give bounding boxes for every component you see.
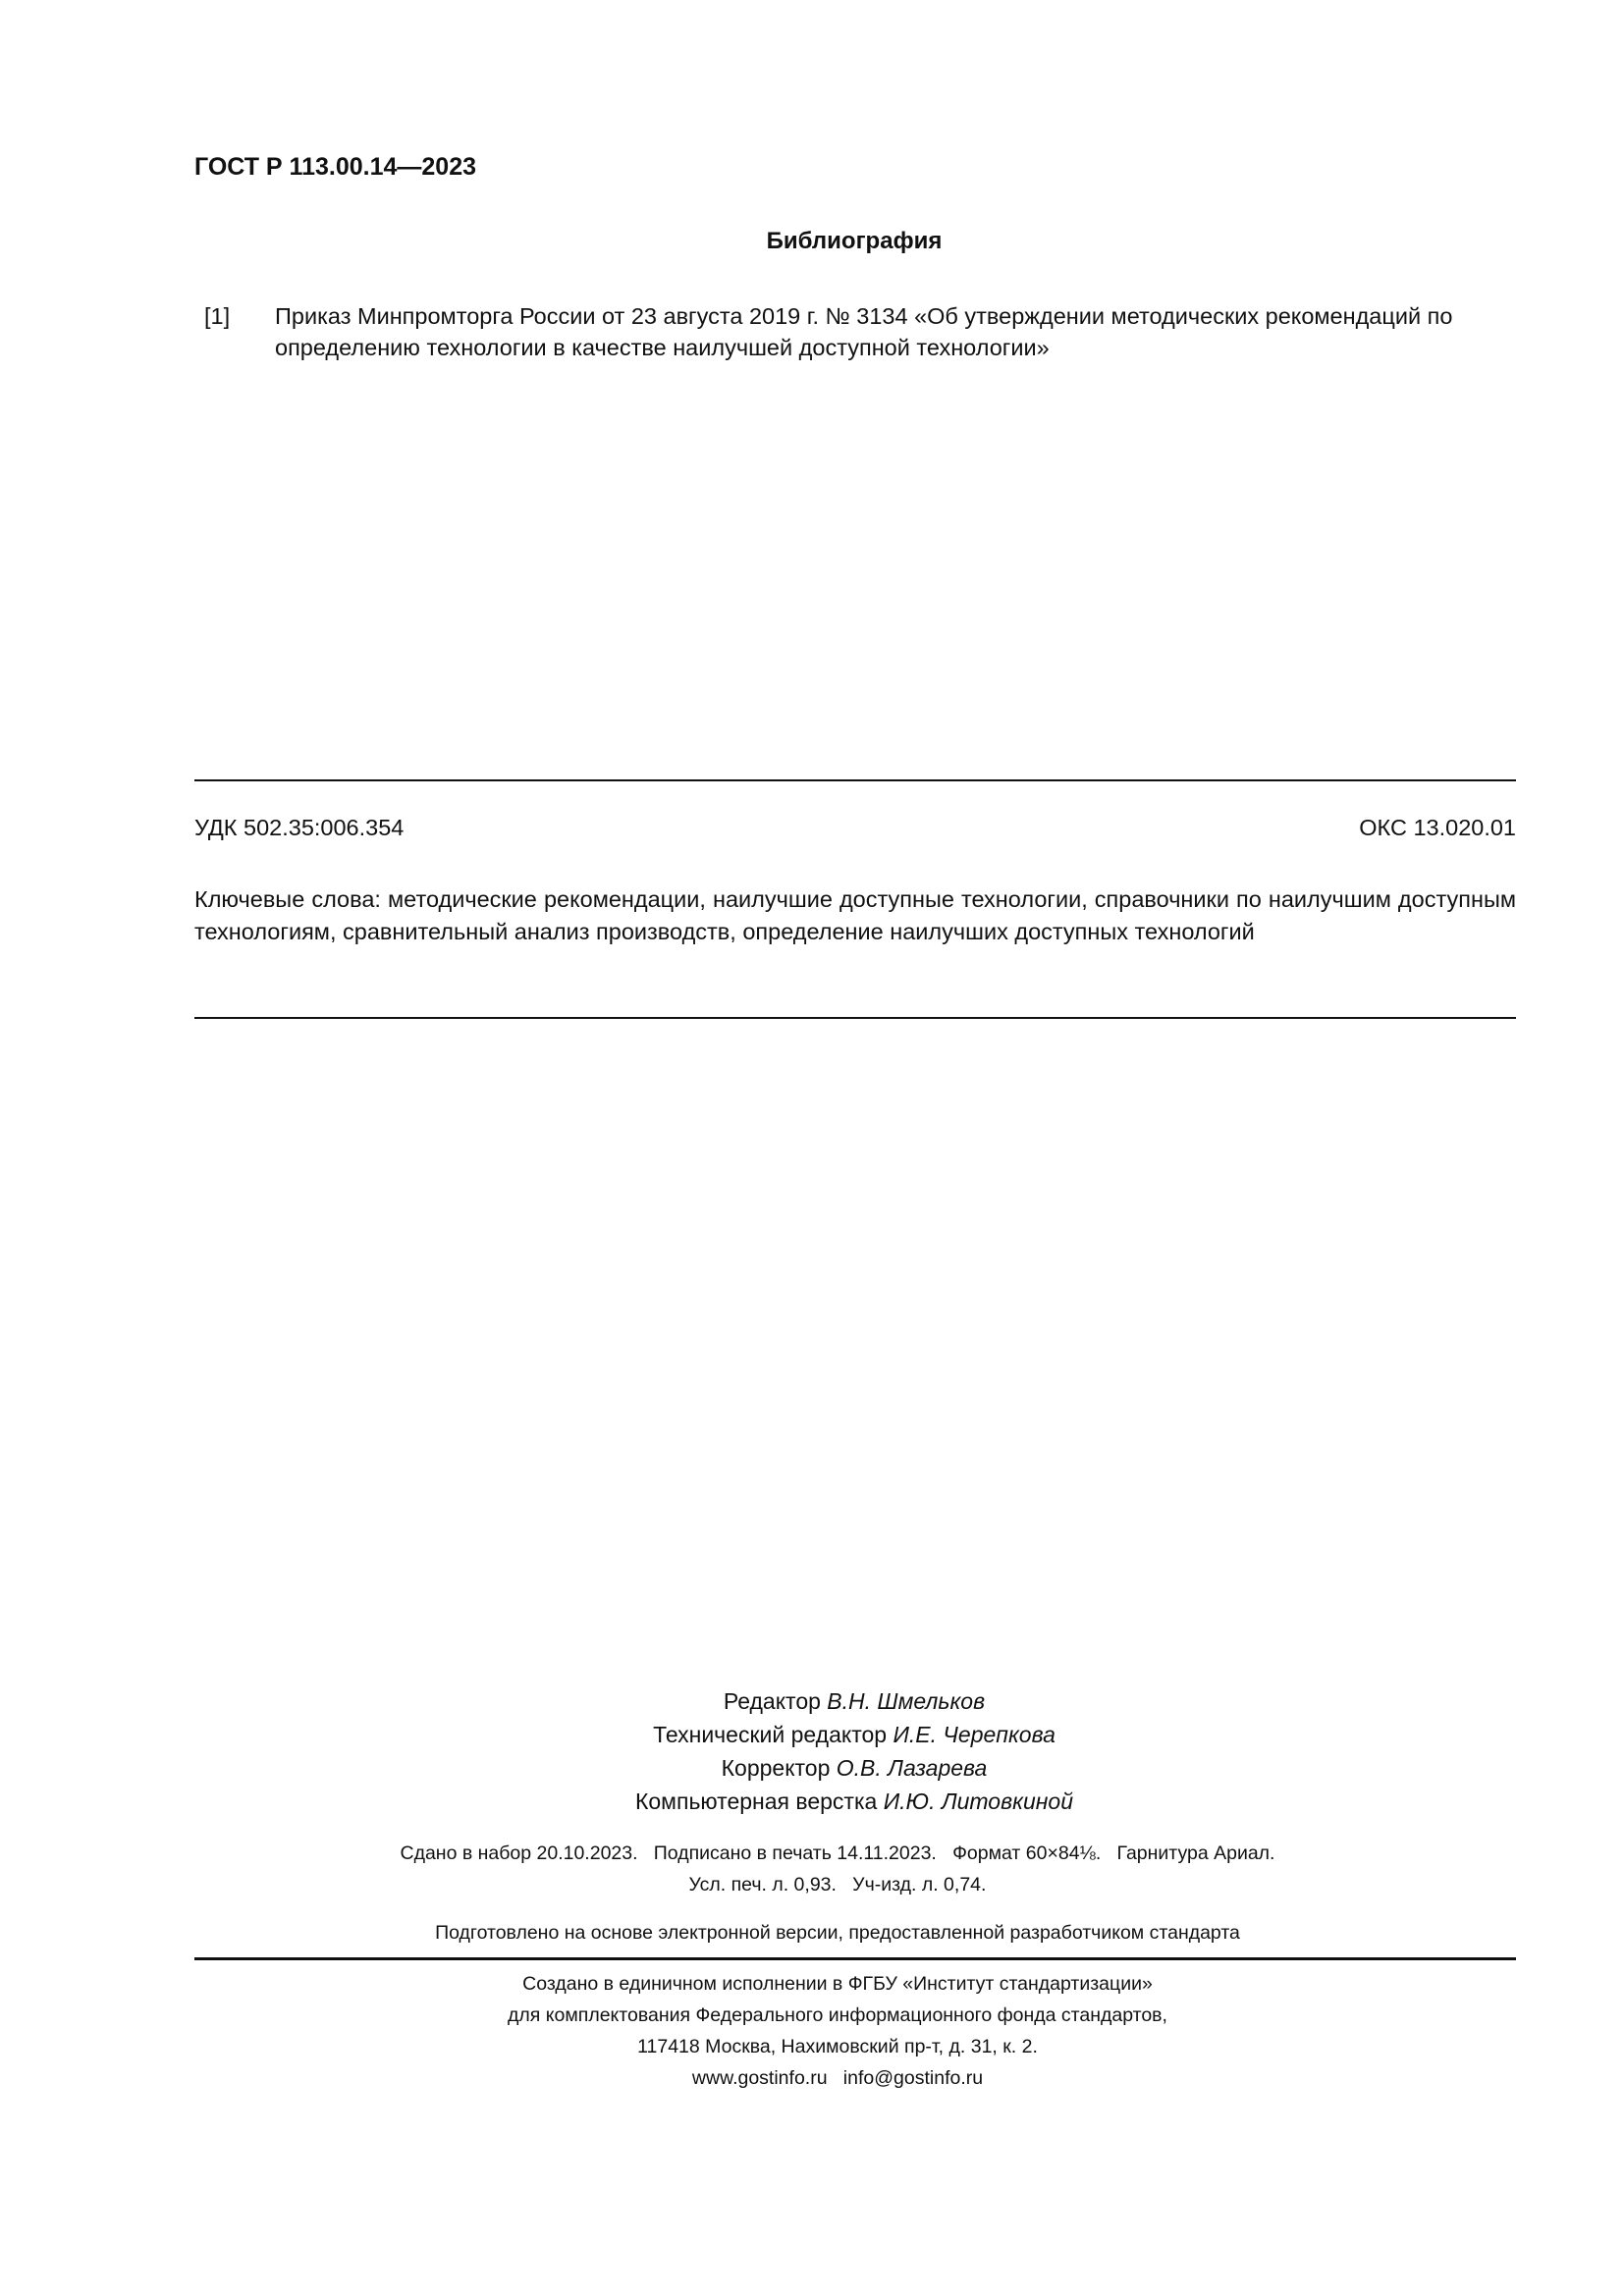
divider — [194, 1017, 1516, 1019]
bibliography-item-number: [1] — [204, 303, 231, 329]
credit-role: Компьютерная верстка — [634, 1789, 878, 1814]
credit-line — [0, 1785, 1624, 1818]
divider — [194, 1957, 1516, 1960]
credit-line — [0, 1718, 1624, 1751]
prepared-note: Подготовлено на основе электронной версии, предоставленной разработчиком стандарта — [435, 1922, 1240, 1944]
publisher-line-2: для комплектования Федерального информационного фонда стандартов, — [508, 2004, 1167, 2026]
divider — [194, 779, 1516, 781]
credit-name: В.Н. Шмельков — [827, 1688, 986, 1714]
credit-role: Технический редактор — [653, 1722, 888, 1747]
credit-role: Редактор — [723, 1688, 821, 1714]
credit-name: И.Е. Черепкова — [893, 1722, 1056, 1747]
bibliography-title: Библиография — [766, 228, 943, 254]
udk-code: УДК 502.35:006.354 — [194, 815, 405, 840]
credit-line — [0, 1751, 1624, 1785]
imprint-line-1: Сдано в набор 20.10.2023. Подписано в печать 14.11.2023. Формат 60×84⅛. Гарнитура Ариал. — [400, 1842, 1275, 1864]
credit-line — [0, 1684, 1624, 1718]
document-code: ГОСТ Р 113.00.14—2023 — [194, 153, 477, 181]
credit-role: Корректор — [721, 1755, 831, 1781]
imprint-line-2: Усл. печ. л. 0,93. Уч-изд. л. 0,74. — [688, 1874, 987, 1896]
publisher-line-1: Создано в единичном исполнении в ФГБУ «Институт стандартизации» — [522, 1973, 1153, 1995]
credit-name: И.Ю. Литовкиной — [883, 1789, 1073, 1814]
keywords: Ключевые слова: методические рекомендации, наилучшие доступные технологии, справочники по наилучшим доступным технологиям, сравнительный анализ производств, определение наилучших доступных технологий — [194, 886, 1516, 944]
credits — [0, 1684, 1624, 1818]
bibliography-item-text: Приказ Минпромторга России от 23 августа 2019 г. № 3134 «Об утверждении методических рекомендаций по определению технологии в качестве наилучшей доступной технологии» — [275, 303, 1453, 360]
publisher-contacts: www.gostinfo.ru info@gostinfo.ru — [691, 2067, 984, 2089]
publisher-line-3: 117418 Москва, Нахимовский пр-т, д. 31, к. 2. — [637, 2036, 1038, 2057]
credit-name: О.В. Лазарева — [836, 1755, 988, 1781]
classification-row — [194, 815, 1516, 841]
oks-code: ОКС 13.020.01 — [1359, 815, 1516, 840]
